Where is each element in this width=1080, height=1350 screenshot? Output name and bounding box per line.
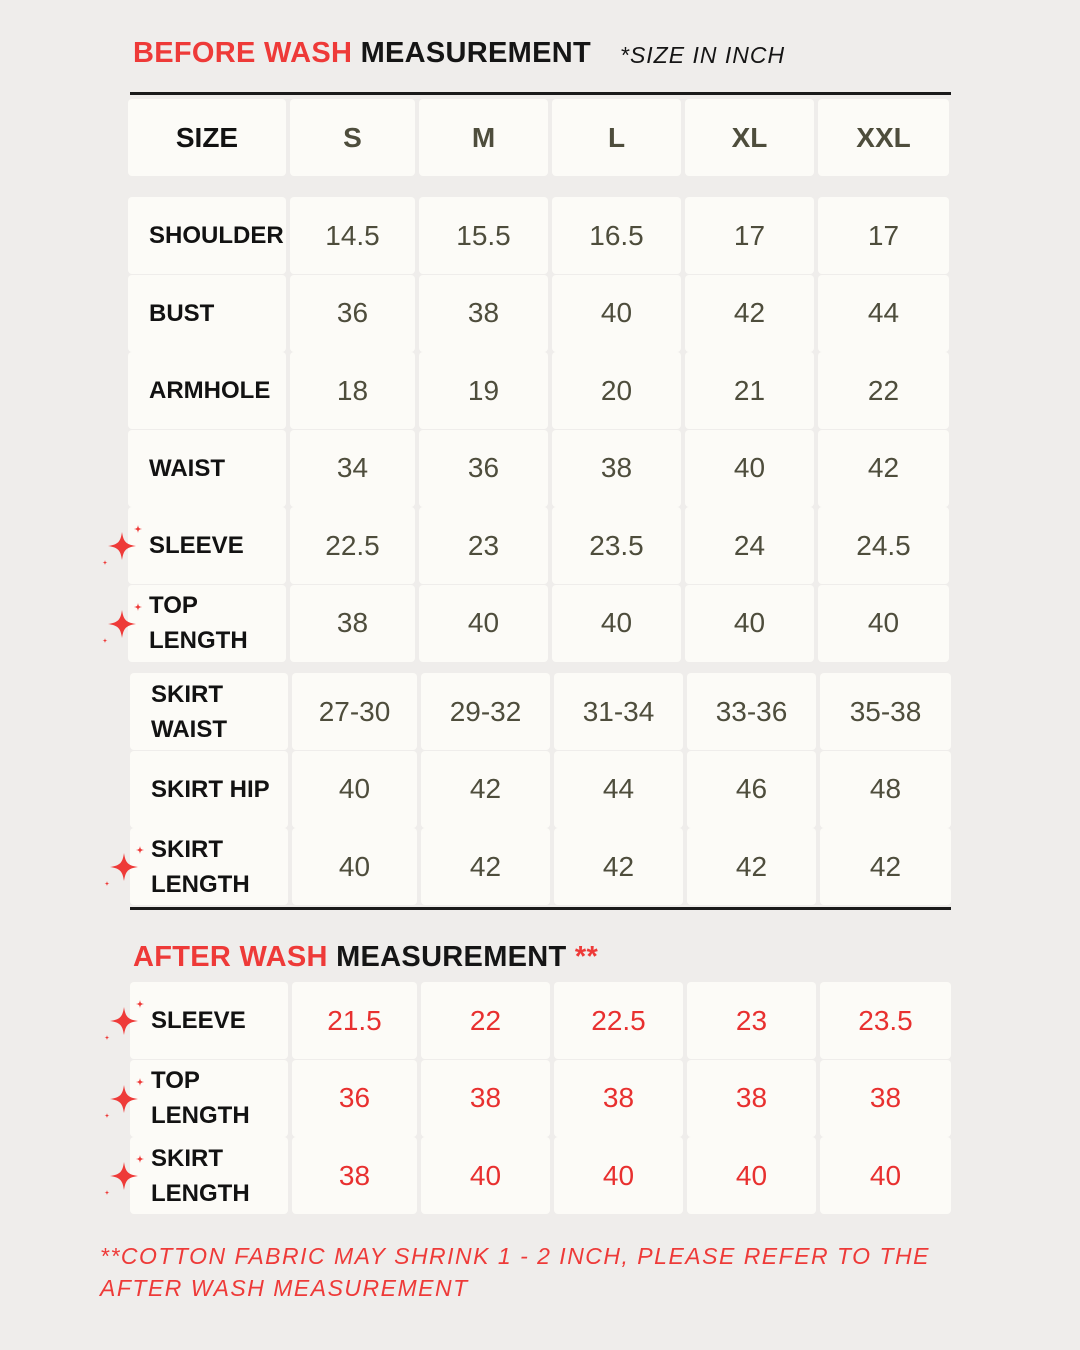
- measurement-value: 38: [687, 1060, 816, 1137]
- measurement-value: 40: [292, 828, 417, 905]
- sparkle-icon: [102, 1077, 148, 1123]
- measurement-value: 42: [421, 751, 550, 828]
- measurement-value: 38: [419, 275, 548, 352]
- measurement-value: 44: [554, 751, 683, 828]
- measurement-value: 20: [552, 352, 681, 429]
- size-header-m: M: [419, 99, 548, 176]
- measurement-value: 40: [552, 585, 681, 662]
- table-top-rule: [130, 92, 951, 95]
- size-unit-note: *SIZE IN INCH: [620, 42, 786, 68]
- row-label: SHOULDER: [128, 197, 286, 274]
- measurement-value: 16.5: [552, 197, 681, 274]
- measurement-value: 24: [685, 507, 814, 584]
- measurement-value: 35-38: [820, 673, 951, 750]
- row-label: SKIRT LENGTH: [130, 828, 288, 905]
- measurement-value: 31-34: [554, 673, 683, 750]
- row-label: WAIST: [128, 430, 286, 507]
- measurement-value: 42: [685, 275, 814, 352]
- measurement-value: 18: [290, 352, 415, 429]
- measurement-value: 40: [292, 751, 417, 828]
- row-label: ARMHOLE: [128, 352, 286, 429]
- measurement-value: 15.5: [419, 197, 548, 274]
- measurement-value: 42: [818, 430, 949, 507]
- measurement-value: 38: [820, 1060, 951, 1137]
- measurement-value: 14.5: [290, 197, 415, 274]
- row-label: SLEEVE: [130, 982, 288, 1059]
- measurement-value: 38: [292, 1137, 417, 1214]
- measurement-value: 22: [421, 982, 550, 1059]
- measurement-value: 42: [820, 828, 951, 905]
- measurement-value: 36: [292, 1060, 417, 1137]
- measurement-value: 23: [419, 507, 548, 584]
- measurement-value: 46: [687, 751, 816, 828]
- before-wash-heading: [133, 37, 591, 70]
- measurement-value: 40: [554, 1137, 683, 1214]
- measurement-value: 34: [290, 430, 415, 507]
- measurement-value: 38: [554, 1060, 683, 1137]
- measurement-value: 40: [685, 430, 814, 507]
- measurement-value: 36: [290, 275, 415, 352]
- measurement-value: 36: [419, 430, 548, 507]
- measurement-value: 40: [818, 585, 949, 662]
- measurement-value: 22: [818, 352, 949, 429]
- measurement-value: 24.5: [818, 507, 949, 584]
- measurement-value: 40: [687, 1137, 816, 1214]
- measurement-value: 38: [421, 1060, 550, 1137]
- measurement-value: 23.5: [552, 507, 681, 584]
- measurement-value: 42: [687, 828, 816, 905]
- measurement-value: 19: [419, 352, 548, 429]
- size-header-label: SIZE: [128, 99, 286, 176]
- measurement-value: 23: [687, 982, 816, 1059]
- measurement-value: 38: [552, 430, 681, 507]
- after-wash-heading-rest: MEASUREMENT: [336, 941, 567, 973]
- row-label: TOP LENGTH: [128, 585, 286, 662]
- measurement-value: 33-36: [687, 673, 816, 750]
- measurement-value: 17: [685, 197, 814, 274]
- row-label: SKIRT HIP: [130, 751, 288, 828]
- measurement-value: 23.5: [820, 982, 951, 1059]
- shrinkage-footnote: **COTTON FABRIC MAY SHRINK 1 - 2 INCH, PLEASE REFER TO THE AFTER WASH MEASUREMENT: [100, 1243, 930, 1301]
- row-label: SKIRT WAIST: [130, 673, 288, 750]
- measurement-value: 44: [818, 275, 949, 352]
- size-header-xxl: XXL: [818, 99, 949, 176]
- measurement-value: 29-32: [421, 673, 550, 750]
- measurement-value: 40: [421, 1137, 550, 1214]
- measurement-value: 42: [421, 828, 550, 905]
- table-bottom-rule: [130, 907, 951, 910]
- measurement-value: 40: [419, 585, 548, 662]
- before-wash-heading-red: BEFORE WASH: [133, 37, 353, 69]
- sparkle-icon: [100, 524, 146, 570]
- measurement-value: 22.5: [290, 507, 415, 584]
- sparkle-icon: [102, 845, 148, 891]
- row-label: BUST: [128, 275, 286, 352]
- row-label: TOP LENGTH: [130, 1060, 288, 1137]
- measurement-value: 38: [290, 585, 415, 662]
- measurement-value: 17: [818, 197, 949, 274]
- sparkle-icon: [102, 1154, 148, 1200]
- row-label: SLEEVE: [128, 507, 286, 584]
- measurement-value: 22.5: [554, 982, 683, 1059]
- measurement-value: 21.5: [292, 982, 417, 1059]
- measurement-value: 40: [552, 275, 681, 352]
- measurement-value: 48: [820, 751, 951, 828]
- measurement-value: 42: [554, 828, 683, 905]
- measurement-value: 27-30: [292, 673, 417, 750]
- size-header-xl: XL: [685, 99, 814, 176]
- row-label: SKIRT LENGTH: [130, 1137, 288, 1214]
- measurement-value: 40: [685, 585, 814, 662]
- measurement-value: 21: [685, 352, 814, 429]
- sparkle-icon: [100, 602, 146, 648]
- size-header-s: S: [290, 99, 415, 176]
- size-header-l: L: [552, 99, 681, 176]
- after-wash-heading-red: AFTER WASH: [133, 941, 328, 973]
- measurement-value: 40: [820, 1137, 951, 1214]
- before-wash-heading-rest: MEASUREMENT: [360, 37, 592, 69]
- sparkle-icon: [102, 999, 148, 1045]
- after-wash-heading-suffix: **: [574, 941, 599, 973]
- after-wash-heading: [133, 941, 598, 974]
